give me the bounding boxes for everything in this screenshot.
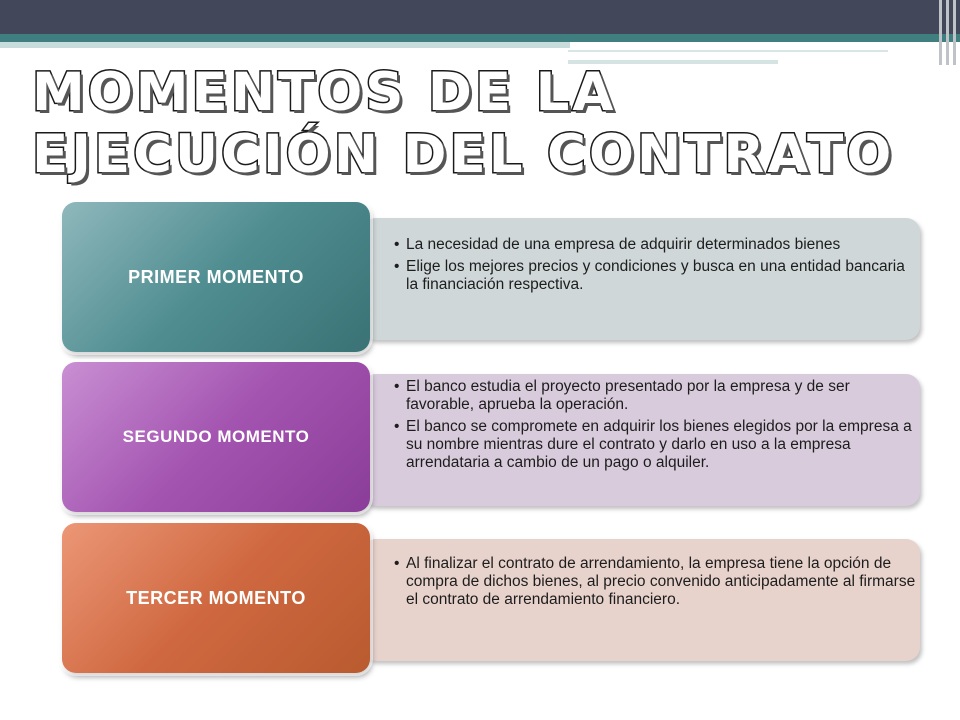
moment-label-box	[62, 362, 370, 512]
moment-row-tercer	[62, 523, 922, 675]
top-bar	[0, 0, 960, 34]
moment-description-panel	[362, 218, 920, 340]
decorative-vertical-bars	[934, 0, 960, 65]
moment-label-box	[62, 523, 370, 673]
bullet-list	[362, 374, 920, 472]
moment-description-panel	[362, 539, 920, 661]
moment-label-box	[62, 202, 370, 352]
bullet-item: • Elige los mejores precios y condiciones y busca en una entidad bancaria la financiación respectiva.	[394, 258, 920, 294]
bullet-item: • La necesidad de una empresa de adquirir determinados bienes	[394, 236, 920, 254]
moment-label: TERCER MOMENTO	[126, 587, 306, 608]
moment-description-panel	[362, 374, 920, 506]
decorative-line	[568, 50, 888, 55]
slide-title	[32, 62, 932, 186]
bullet-list	[362, 539, 920, 609]
title-line-1: MOMENTOS DE LA	[32, 62, 617, 123]
decorative-line	[0, 42, 570, 48]
moment-label: SEGUNDO MOMENTO	[122, 427, 310, 446]
moment-row-segundo	[62, 362, 922, 514]
title-line-2: EJECUCIÓN DEL CONTRATO	[32, 124, 895, 185]
bullet-item: • El banco estudia el proyecto presentado por la empresa y de ser favorable, aprueba la operación.	[394, 378, 920, 414]
top-accent-bar	[0, 34, 960, 42]
moment-row-primer	[62, 202, 922, 354]
bullet-list	[362, 218, 920, 294]
bullet-item: • Al finalizar el contrato de arrendamiento, la empresa tiene la opción de compra de dichos bienes, al precio convenido anticipadamente al firmarse el contrato de arrendamiento financiero.	[394, 555, 920, 609]
moment-label: PRIMER MOMENTO	[128, 266, 304, 287]
bullet-item: • El banco se compromete en adquirir los bienes elegidos por la empresa a su nombre mientras dure el contrato y darlo en uso a la empresa arrendataria a cambio de un pago o alquiler.	[394, 418, 920, 472]
